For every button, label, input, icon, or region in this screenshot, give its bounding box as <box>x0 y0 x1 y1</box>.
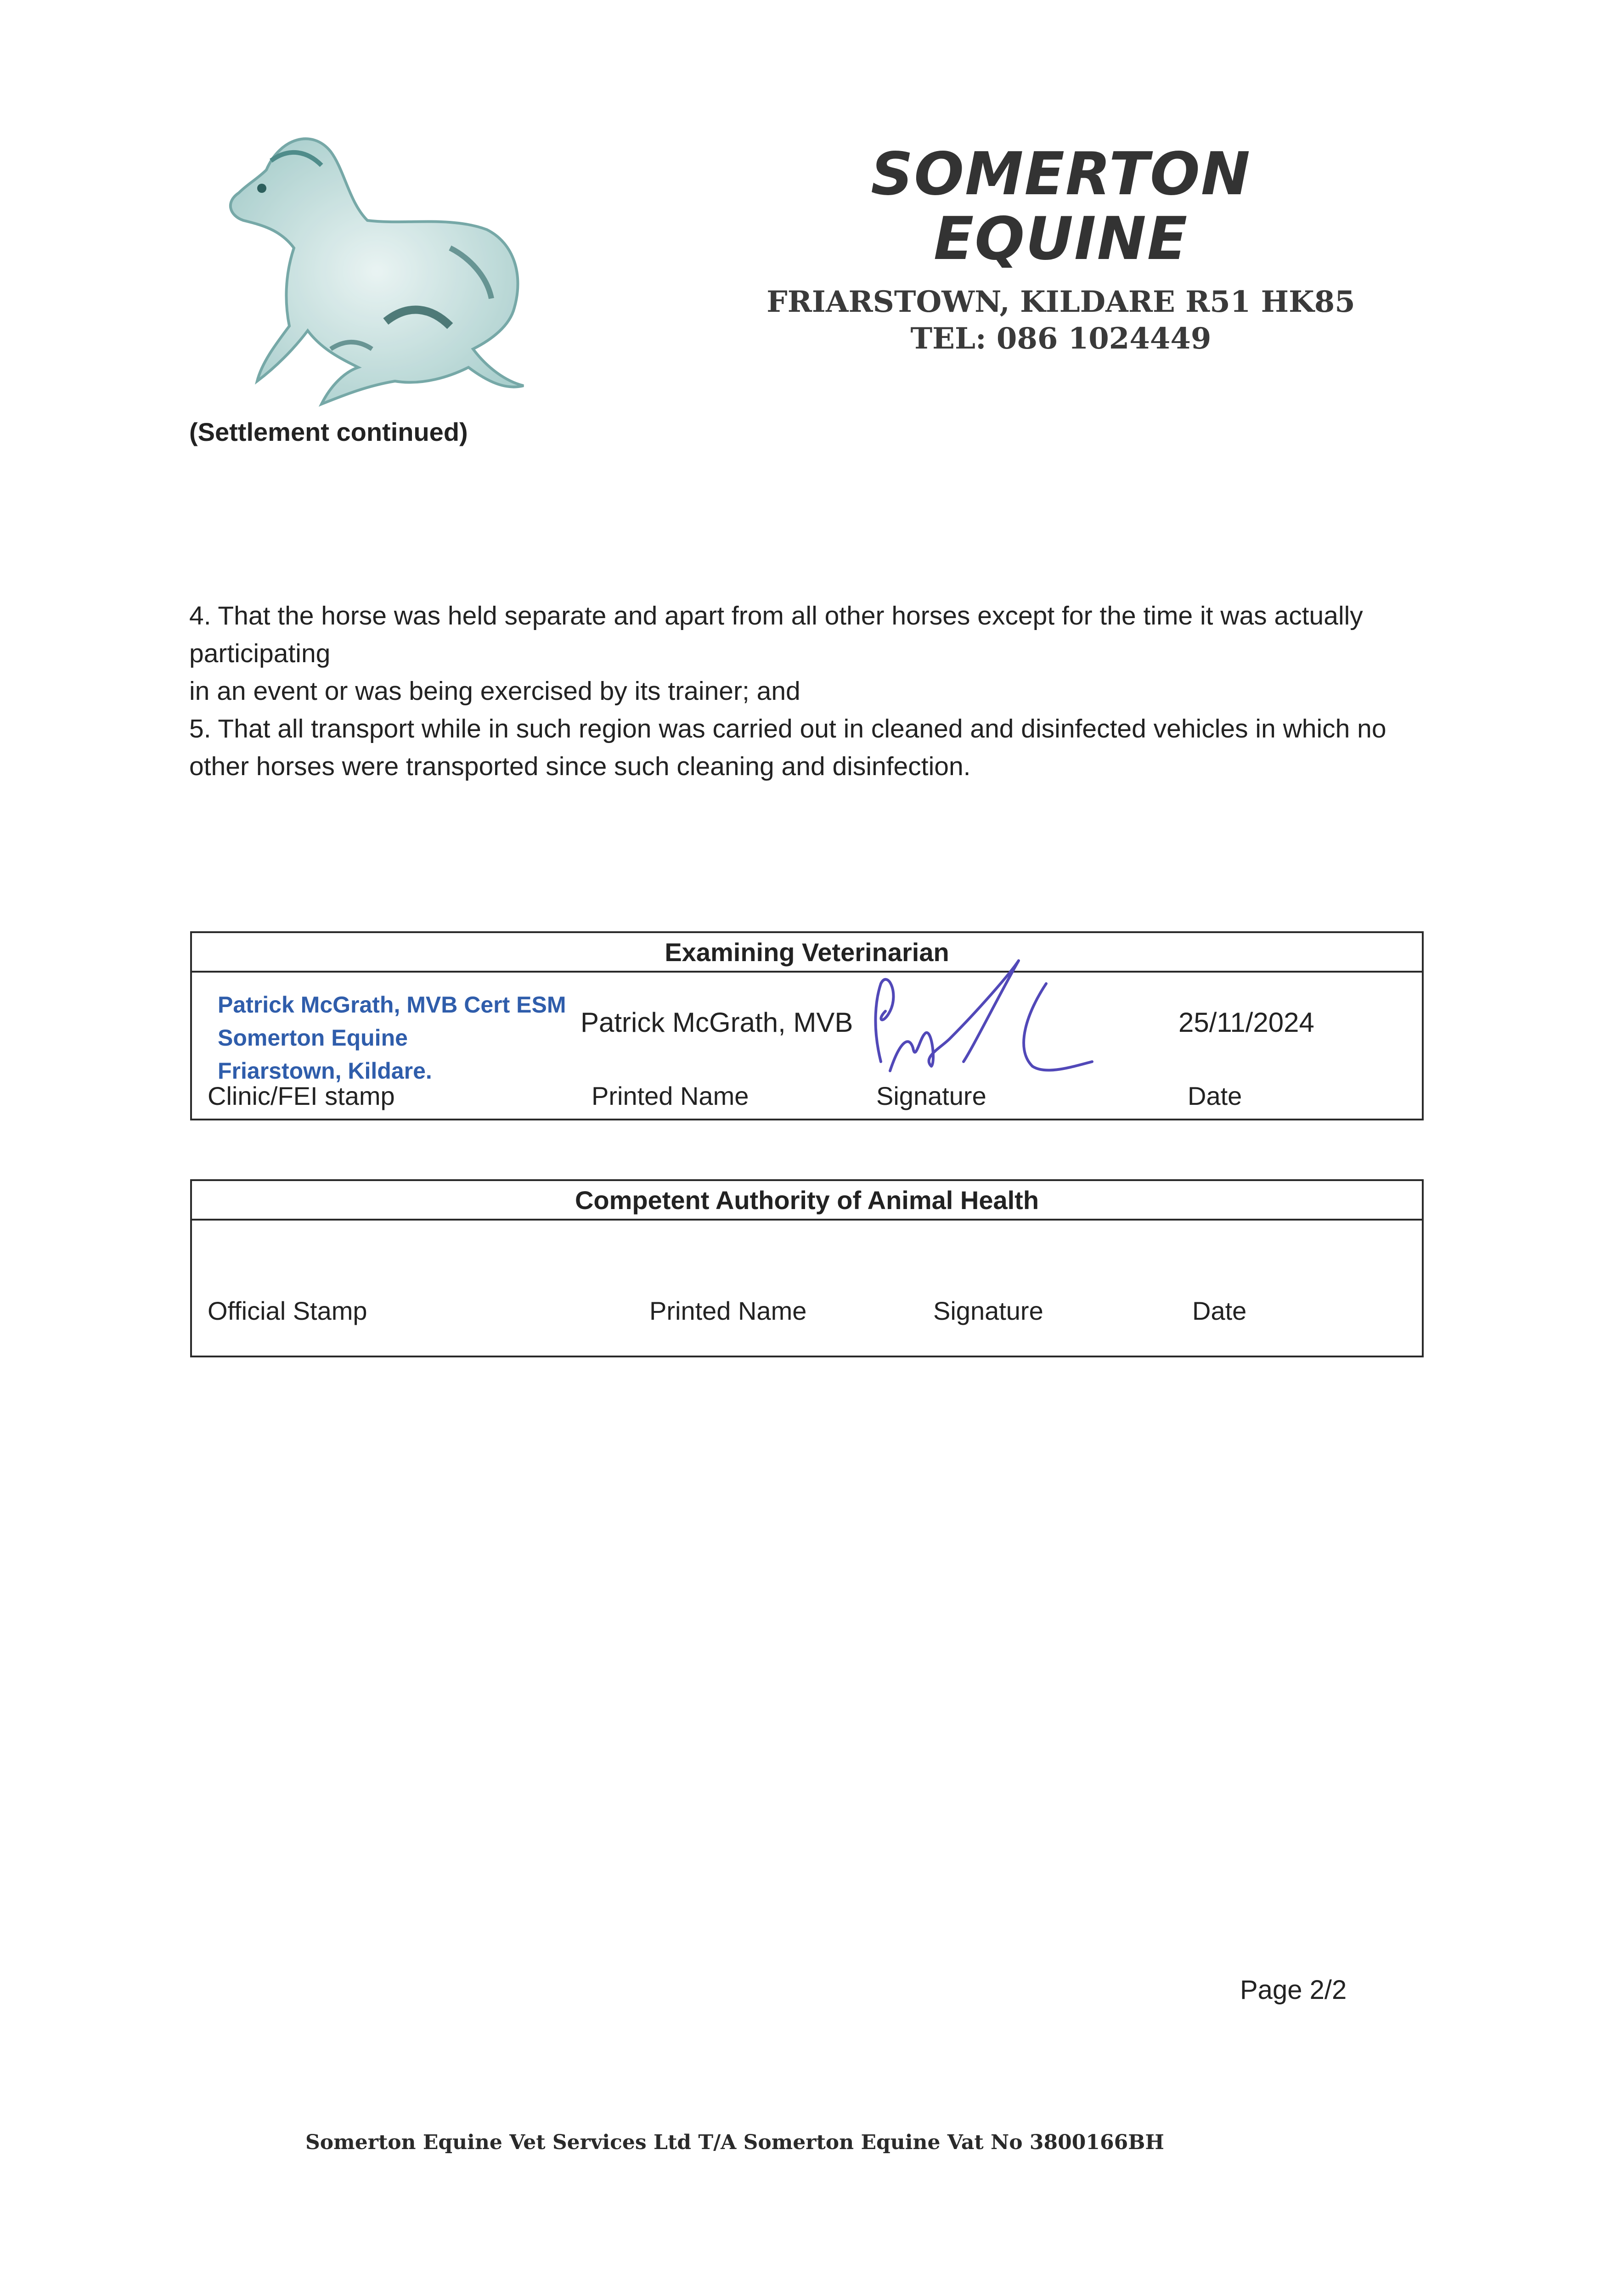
stamp-label: Clinic/FEI stamp <box>208 1081 395 1110</box>
printed-name-label: Printed Name <box>592 1081 749 1110</box>
company-address: FRIARSTOWN, KILDARE R51 HK85 <box>766 284 1355 319</box>
page-number: Page 2/2 <box>1240 1975 1347 2005</box>
company-name: SOMERTON EQUINE <box>871 140 1251 273</box>
table-title: Examining Veterinarian <box>192 933 1422 973</box>
settlement-text <box>189 597 1448 785</box>
stamp-line: Patrick McGrath, MVB Cert ESM <box>218 992 566 1018</box>
date-label: Date <box>1188 1081 1242 1110</box>
clinic-stamp <box>218 988 566 1087</box>
date-value: 25/11/2024 <box>1178 1007 1314 1038</box>
printed-name-label: Printed Name <box>649 1296 807 1325</box>
printed-name-value: Patrick McGrath, MVB <box>580 1007 853 1038</box>
date-label: Date <box>1192 1296 1247 1325</box>
table-title: Competent Authority of Animal Health <box>192 1181 1422 1221</box>
letterhead <box>744 142 1378 358</box>
horse-logo-icon <box>193 110 542 422</box>
signature-label: Signature <box>933 1296 1043 1325</box>
official-stamp-label: Official Stamp <box>208 1296 367 1325</box>
clause-4-continuation: in an event or was being exercised by its trainer; and <box>189 676 800 706</box>
footer-company-info: Somerton Equine Vet Services Ltd T/A Somerton Equine Vat No 3800166BH <box>305 2131 1164 2154</box>
company-telephone: TEL: 086 1024449 <box>910 321 1212 356</box>
examining-veterinarian-table <box>190 931 1424 1120</box>
signature-label: Signature <box>876 1081 986 1110</box>
handwritten-signature <box>862 956 1101 1089</box>
stamp-line: Friarstown, Kildare. <box>218 1058 432 1084</box>
competent-authority-table <box>190 1179 1424 1357</box>
clause-5-line: 5. That all transport while in such region was carried out in cleaned and disinfected vehicles in which no other horses were transported since such cleaning and disinfection. <box>189 714 1386 781</box>
section-label: (Settlement continued) <box>189 417 468 446</box>
stamp-line: Somerton Equine <box>218 1025 408 1051</box>
clause-4-line: 4. That the horse was held separate and apart from all other horses except for the time it was actually participating <box>189 601 1363 668</box>
